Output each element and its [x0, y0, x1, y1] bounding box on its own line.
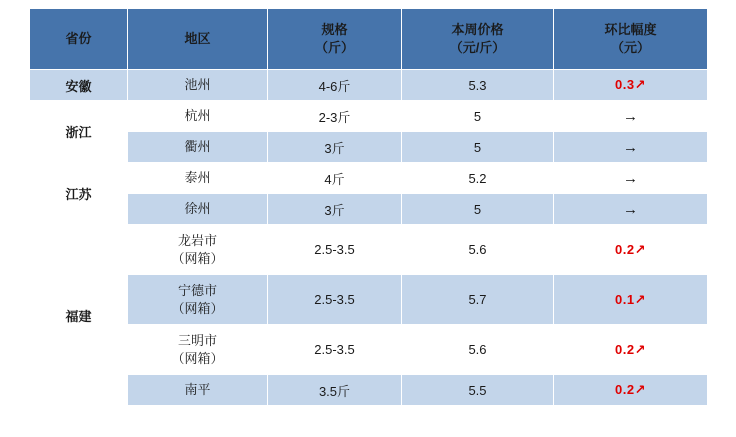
column-header-spec-unit: （斤）	[314, 40, 354, 55]
cell-area-line1: 衢州	[184, 139, 211, 154]
column-header-spec-label: 规格	[321, 22, 348, 37]
table-row	[30, 101, 708, 132]
cell-spec: 4斤	[268, 163, 402, 194]
cell-area	[128, 225, 268, 275]
arrow-flat-icon: →	[623, 138, 638, 156]
cell-area	[128, 194, 268, 225]
table-row	[30, 163, 708, 194]
arrow-up-icon: ↗	[634, 241, 646, 257]
cell-area-line1: 三明市	[177, 332, 217, 348]
cell-price: 5.3	[402, 70, 554, 101]
cell-area	[128, 132, 268, 163]
cell-spec: 3斤	[268, 194, 402, 225]
cell-delta	[554, 70, 708, 101]
cell-province: 浙江	[30, 101, 128, 163]
arrow-up-icon: ↗	[634, 77, 646, 92]
table-row	[30, 225, 708, 275]
arrow-up-icon: ↗	[634, 291, 646, 307]
table-body	[30, 70, 708, 406]
weekly-price-table	[29, 8, 708, 406]
cell-area-line2: （网箱）	[171, 250, 224, 266]
table-row	[30, 275, 708, 325]
cell-area	[128, 101, 268, 132]
cell-price: 5.6	[402, 325, 554, 375]
cell-spec: 2-3斤	[268, 101, 402, 132]
column-header-price-label: 本周价格	[451, 22, 504, 37]
cell-area-line1: 泰州	[184, 170, 211, 185]
cell-spec: 3斤	[268, 132, 402, 163]
cell-price: 5.6	[402, 225, 554, 275]
cell-delta	[554, 163, 708, 194]
arrow-flat-icon: →	[623, 107, 638, 125]
column-header-province-label: 省份	[65, 31, 92, 46]
cell-price: 5	[402, 194, 554, 225]
cell-spec: 4-6斤	[268, 70, 402, 101]
column-header-province	[30, 9, 128, 70]
cell-spec: 2.5-3.5	[268, 325, 402, 375]
arrow-up-icon: ↗	[634, 341, 646, 357]
cell-price: 5	[402, 101, 554, 132]
cell-price: 5.7	[402, 275, 554, 325]
cell-area-line2: （网箱）	[171, 300, 224, 316]
cell-spec: 3.5斤	[268, 375, 402, 406]
cell-area	[128, 375, 268, 406]
cell-price: 5.2	[402, 163, 554, 194]
cell-province: 江苏	[30, 163, 128, 225]
column-header-delta	[554, 9, 708, 70]
column-header-price	[402, 9, 554, 70]
cell-spec: 2.5-3.5	[268, 275, 402, 325]
cell-area-line1: 池州	[184, 77, 211, 92]
cell-area	[128, 70, 268, 101]
price-table-container	[29, 8, 707, 406]
table-row	[30, 70, 708, 101]
delta-value: 0.3	[615, 77, 635, 92]
column-header-area-label: 地区	[184, 31, 211, 46]
cell-spec: 2.5-3.5	[268, 225, 402, 275]
column-header-delta-unit: （元）	[610, 40, 650, 55]
cell-price: 5.5	[402, 375, 554, 406]
cell-delta	[554, 375, 708, 406]
column-header-spec	[268, 9, 402, 70]
cell-delta	[554, 275, 708, 325]
table-row	[30, 325, 708, 375]
cell-delta	[554, 225, 708, 275]
delta-value: 0.2	[615, 341, 635, 357]
cell-province: 福建	[30, 225, 128, 406]
cell-price: 5	[402, 132, 554, 163]
cell-area-line2: （网箱）	[171, 350, 224, 366]
cell-area	[128, 275, 268, 325]
column-header-price-unit: （元/斤）	[449, 40, 506, 55]
delta-value: 0.1	[615, 291, 635, 307]
cell-delta	[554, 101, 708, 132]
cell-area-line1: 宁德市	[177, 282, 217, 298]
cell-delta	[554, 325, 708, 375]
table-row	[30, 132, 708, 163]
cell-area	[128, 325, 268, 375]
cell-delta	[554, 194, 708, 225]
cell-area-line1: 南平	[184, 382, 211, 397]
table-header	[30, 9, 708, 70]
delta-value: 0.2	[615, 382, 635, 397]
cell-area-line1: 龙岩市	[177, 232, 217, 248]
header-row	[30, 9, 708, 70]
cell-province: 安徽	[30, 70, 128, 101]
arrow-flat-icon: →	[623, 169, 638, 187]
column-header-area	[128, 9, 268, 70]
cell-area	[128, 163, 268, 194]
column-header-delta-label: 环比幅度	[604, 22, 657, 37]
table-row	[30, 375, 708, 406]
cell-delta	[554, 132, 708, 163]
arrow-up-icon: ↗	[634, 382, 646, 397]
delta-value: 0.2	[615, 241, 635, 257]
table-row	[30, 194, 708, 225]
cell-area-line1: 徐州	[184, 201, 211, 216]
cell-area-line1: 杭州	[184, 108, 211, 123]
arrow-flat-icon: →	[623, 200, 638, 218]
